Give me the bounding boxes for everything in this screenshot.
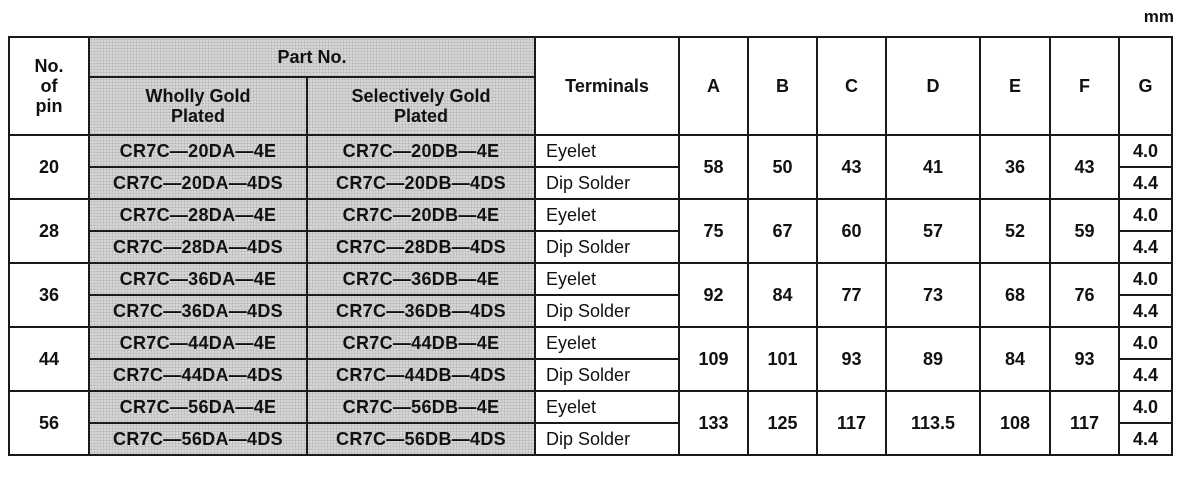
terminal-cell: Eyelet	[535, 135, 679, 167]
dim-g-cell: 4.4	[1119, 295, 1172, 327]
table-row	[9, 391, 1172, 423]
table-body	[9, 135, 1172, 455]
header-d: D	[886, 37, 980, 135]
dim-e-cell: 84	[980, 327, 1050, 391]
dim-a-cell: 133	[679, 391, 748, 455]
table-row	[9, 327, 1172, 359]
dim-b-cell: 125	[748, 391, 817, 455]
dim-g-cell: 4.4	[1119, 167, 1172, 199]
part-no-selectively-cell: CR7C—44DB—4DS	[307, 359, 535, 391]
dim-d-cell: 41	[886, 135, 980, 199]
terminal-cell: Dip Solder	[535, 231, 679, 263]
dim-d-cell: 57	[886, 199, 980, 263]
dim-c-cell: 117	[817, 391, 886, 455]
terminal-cell: Eyelet	[535, 199, 679, 231]
part-no-selectively-cell: CR7C—36DB—4DS	[307, 295, 535, 327]
dim-g-cell: 4.4	[1119, 359, 1172, 391]
part-no-selectively-cell: CR7C—36DB—4E	[307, 263, 535, 295]
part-no-selectively-cell: CR7C—20DB—4E	[307, 135, 535, 167]
dim-e-cell: 36	[980, 135, 1050, 199]
dim-d-cell: 73	[886, 263, 980, 327]
dim-g-cell: 4.0	[1119, 391, 1172, 423]
dim-f-cell: 76	[1050, 263, 1119, 327]
header-e: E	[980, 37, 1050, 135]
dim-c-cell: 77	[817, 263, 886, 327]
terminal-cell: Eyelet	[535, 263, 679, 295]
header-terminals: Terminals	[535, 37, 679, 135]
dim-e-cell: 68	[980, 263, 1050, 327]
pin-count-cell: 44	[9, 327, 89, 391]
part-no-wholly-cell: CR7C—28DA—4DS	[89, 231, 307, 263]
part-no-wholly-cell: CR7C—20DA—4E	[89, 135, 307, 167]
pin-count-cell: 20	[9, 135, 89, 199]
header-g: G	[1119, 37, 1172, 135]
terminal-cell: Eyelet	[535, 327, 679, 359]
dim-b-cell: 101	[748, 327, 817, 391]
part-no-wholly-cell: CR7C—28DA—4E	[89, 199, 307, 231]
table-row	[9, 263, 1172, 295]
dim-c-cell: 93	[817, 327, 886, 391]
dim-b-cell: 50	[748, 135, 817, 199]
header-wholly-gold-plated: Wholly Gold Plated	[89, 77, 307, 135]
dim-g-cell: 4.0	[1119, 135, 1172, 167]
dim-d-cell: 113.5	[886, 391, 980, 455]
part-no-wholly-cell: CR7C—36DA—4DS	[89, 295, 307, 327]
dim-b-cell: 67	[748, 199, 817, 263]
header-a: A	[679, 37, 748, 135]
dim-f-cell: 59	[1050, 199, 1119, 263]
dim-g-cell: 4.0	[1119, 263, 1172, 295]
dim-f-cell: 43	[1050, 135, 1119, 199]
dim-f-cell: 93	[1050, 327, 1119, 391]
part-no-selectively-cell: CR7C—28DB—4DS	[307, 231, 535, 263]
header-f: F	[1050, 37, 1119, 135]
dim-f-cell: 117	[1050, 391, 1119, 455]
part-no-wholly-cell: CR7C—44DA—4E	[89, 327, 307, 359]
header-selectively-gold-plated: Selectively Gold Plated	[307, 77, 535, 135]
part-no-selectively-cell: CR7C—44DB—4E	[307, 327, 535, 359]
terminal-cell: Dip Solder	[535, 423, 679, 455]
terminal-cell: Dip Solder	[535, 167, 679, 199]
terminal-cell: Dip Solder	[535, 359, 679, 391]
dim-e-cell: 52	[980, 199, 1050, 263]
dim-c-cell: 60	[817, 199, 886, 263]
dim-d-cell: 89	[886, 327, 980, 391]
part-no-wholly-cell: CR7C—36DA—4E	[89, 263, 307, 295]
dim-g-cell: 4.0	[1119, 199, 1172, 231]
dim-b-cell: 84	[748, 263, 817, 327]
terminal-cell: Eyelet	[535, 391, 679, 423]
unit-label: mm	[1143, 7, 1174, 26]
part-no-selectively-cell: CR7C—56DB—4E	[307, 391, 535, 423]
dim-a-cell: 75	[679, 199, 748, 263]
header-no-of-pin: No. of pin	[9, 37, 89, 135]
table-row	[9, 199, 1172, 231]
header-c: C	[817, 37, 886, 135]
dim-c-cell: 43	[817, 135, 886, 199]
pin-count-cell: 28	[9, 199, 89, 263]
pin-count-cell: 36	[9, 263, 89, 327]
part-no-wholly-cell: CR7C—56DA—4E	[89, 391, 307, 423]
dim-g-cell: 4.0	[1119, 327, 1172, 359]
header-b: B	[748, 37, 817, 135]
header-part-no: Part No.	[89, 37, 535, 77]
terminal-cell: Dip Solder	[535, 295, 679, 327]
pin-count-cell: 56	[9, 391, 89, 455]
part-no-selectively-cell: CR7C—20DB—4DS	[307, 167, 535, 199]
part-no-wholly-cell: CR7C—56DA—4DS	[89, 423, 307, 455]
connector-spec-table	[8, 36, 1173, 456]
part-no-selectively-cell: CR7C—20DB—4E	[307, 199, 535, 231]
part-no-selectively-cell: CR7C—56DB—4DS	[307, 423, 535, 455]
part-no-wholly-cell: CR7C—20DA—4DS	[89, 167, 307, 199]
part-no-wholly-cell: CR7C—44DA—4DS	[89, 359, 307, 391]
dim-a-cell: 92	[679, 263, 748, 327]
dim-g-cell: 4.4	[1119, 423, 1172, 455]
dim-a-cell: 58	[679, 135, 748, 199]
dim-a-cell: 109	[679, 327, 748, 391]
dim-g-cell: 4.4	[1119, 231, 1172, 263]
dim-e-cell: 108	[980, 391, 1050, 455]
table-row	[9, 135, 1172, 167]
